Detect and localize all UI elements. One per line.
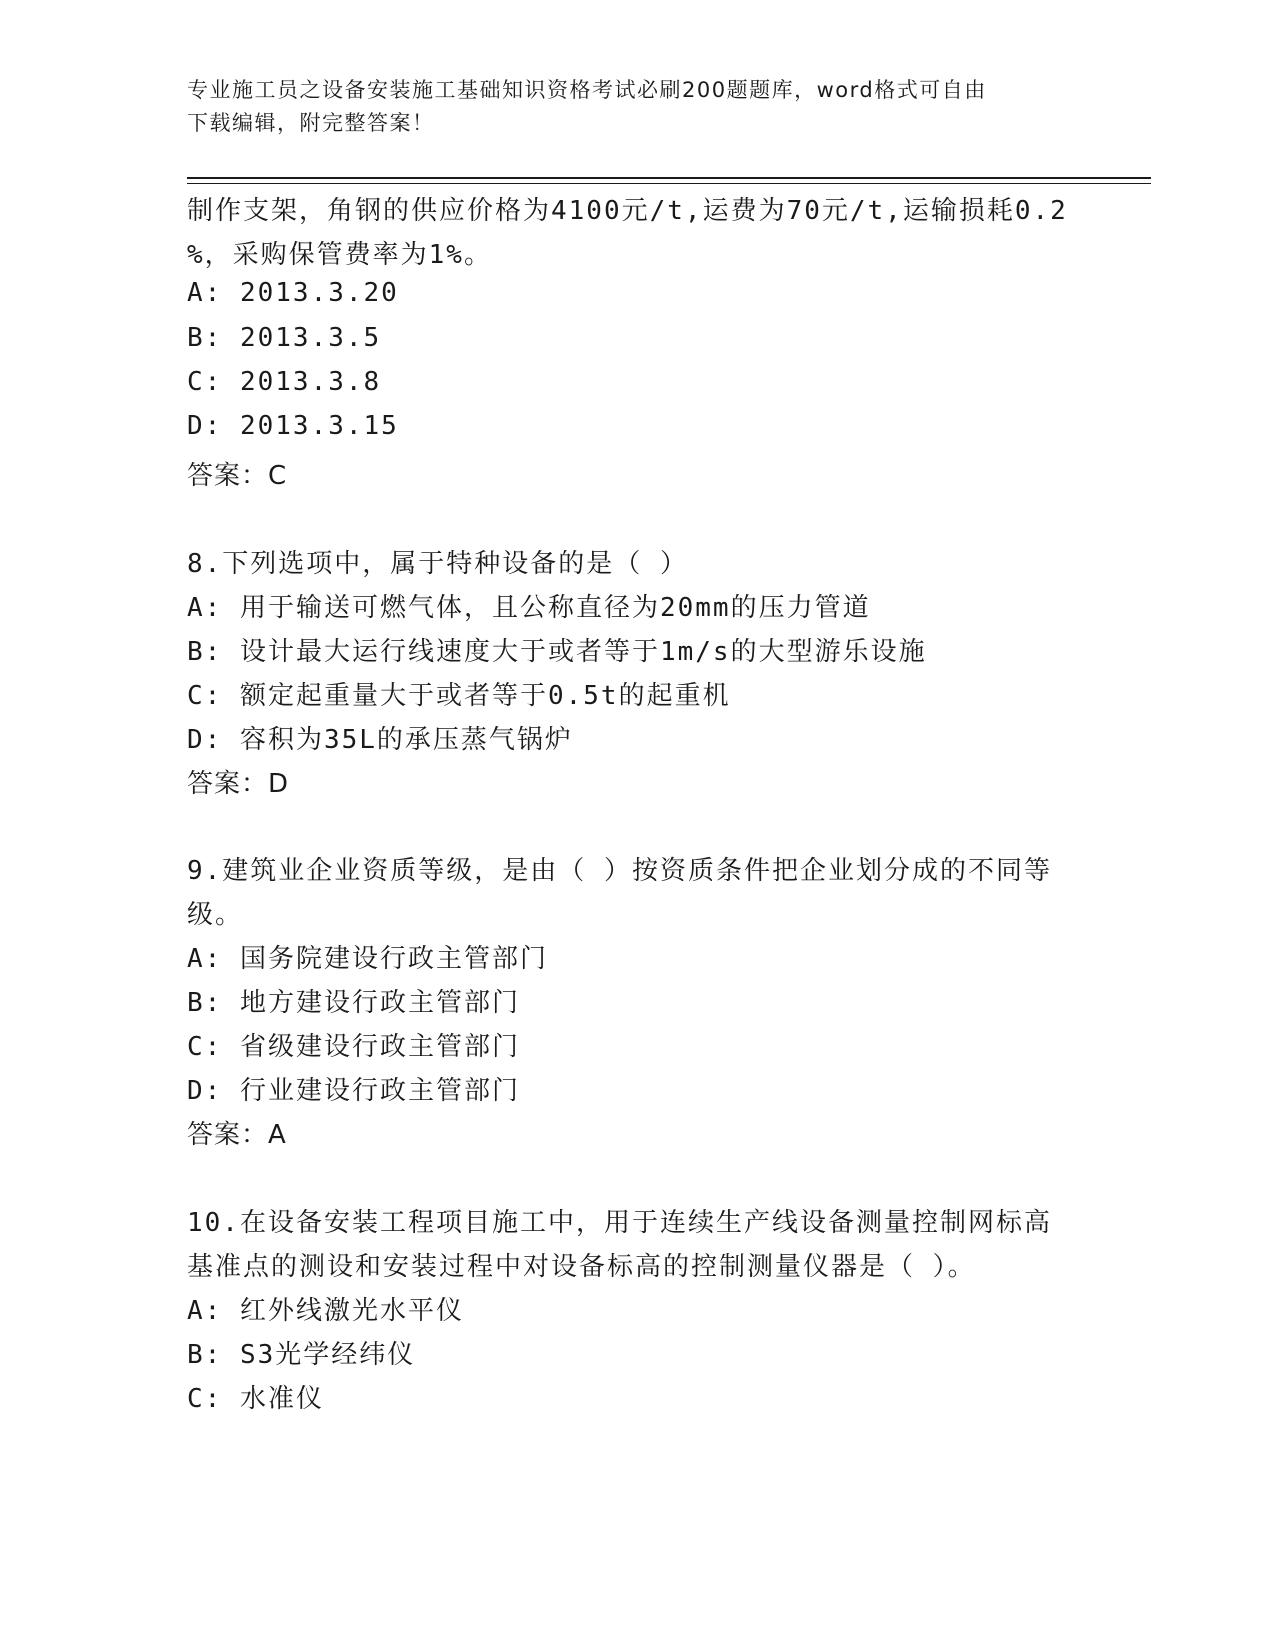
question-8-option-b: B: 设计最大运行线速度大于或者等于1m/s的大型游乐设施 (187, 637, 927, 667)
question-10-option-b: B: S3光学经纬仪 (187, 1340, 416, 1370)
question-8-answer: 答案：D (187, 769, 290, 799)
header-divider-thin (187, 183, 1151, 184)
question-9-option-b: B: 地方建设行政主管部门 (187, 988, 520, 1018)
question-7-stem-line1: 制作支架，角钢的供应价格为4100元/t,运费为70元/t,运输损耗0.2 (187, 196, 1068, 226)
question-8-option-a: A: 用于输送可燃气体，且公称直径为20mm的压力管道 (187, 593, 871, 623)
question-7-option-a: A: 2013.3.20 (187, 278, 399, 308)
question-9-answer: 答案：A (187, 1120, 287, 1150)
question-8-option-c: C: 额定起重量大于或者等于0.5t的起重机 (187, 681, 731, 711)
question-9-option-c: C: 省级建设行政主管部门 (187, 1032, 520, 1062)
header-title-line1: 专业施工员之设备安装施工基础知识资格考试必刷200题题库，word格式可自由 (187, 78, 987, 102)
question-9-option-d: D: 行业建设行政主管部门 (187, 1076, 520, 1106)
question-7-answer: 答案：C (187, 461, 288, 491)
header-divider-thick (187, 177, 1151, 179)
header-title-line2: 下载编辑，附完整答案！ (187, 111, 435, 135)
question-10-stem-line2: 基准点的测设和安装过程中对设备标高的控制测量仪器是（ ）。 (187, 1252, 976, 1282)
question-8-stem-line1: 8.下列选项中，属于特种设备的是（ ） (187, 549, 688, 579)
question-8-option-d: D: 容积为35L的承压蒸气锅炉 (187, 725, 573, 755)
document-header (187, 74, 1067, 140)
question-10-option-a: A: 红外线激光水平仪 (187, 1296, 464, 1326)
question-7-option-d: D: 2013.3.15 (187, 411, 399, 441)
question-7-stem-line2: %，采购保管费率为1%。 (187, 240, 492, 270)
question-9-stem-line2: 级。 (187, 900, 244, 930)
question-9-stem-line1: 9.建筑业企业资质等级，是由（ ）按资质条件把企业划分成的不同等 (187, 856, 1052, 886)
question-10-option-c: C: 水准仪 (187, 1384, 324, 1414)
question-9-option-a: A: 国务院建设行政主管部门 (187, 944, 548, 974)
question-7-option-c: C: 2013.3.8 (187, 367, 382, 397)
question-10-stem-line1: 10.在设备安装工程项目施工中，用于连续生产线设备测量控制网标高 (187, 1208, 1052, 1238)
question-7-option-b: B: 2013.3.5 (187, 323, 382, 353)
